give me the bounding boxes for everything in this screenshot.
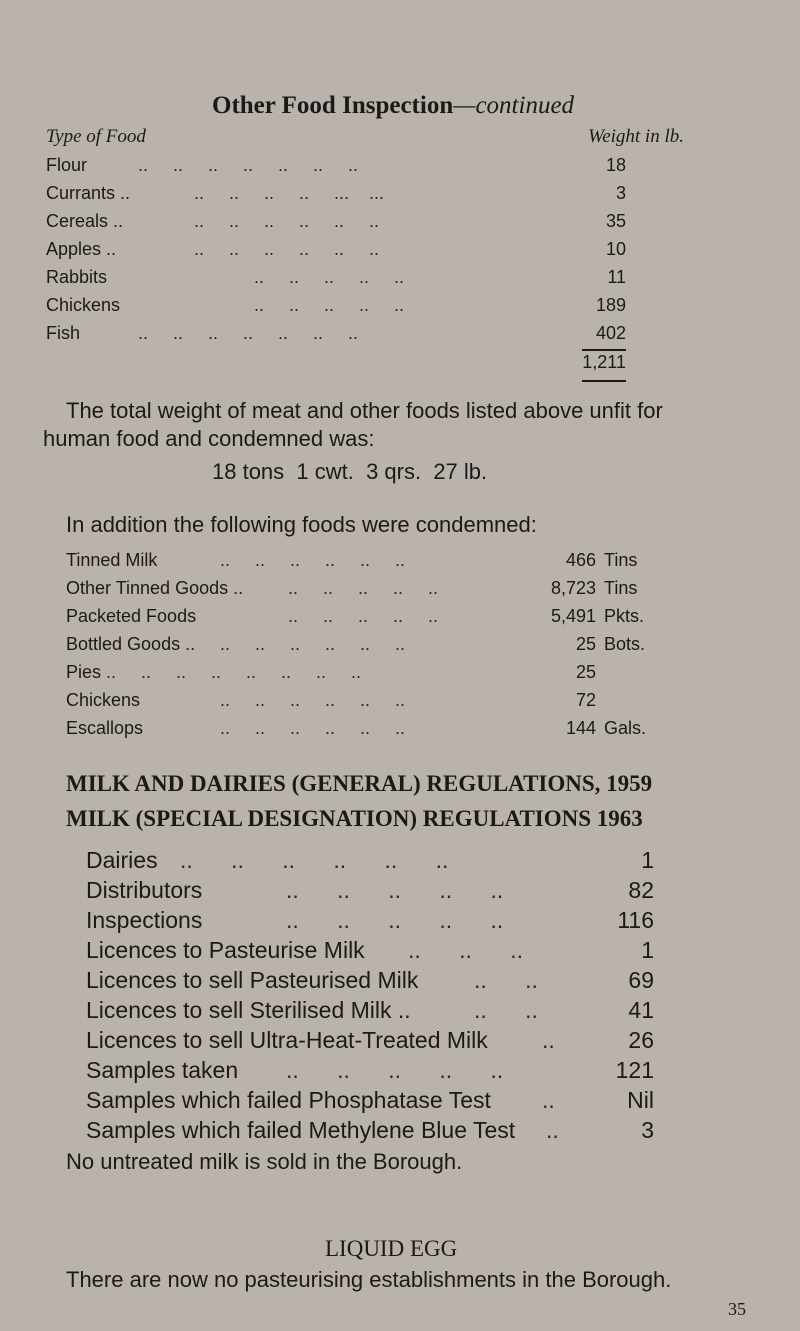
table-row xyxy=(86,997,656,1027)
row-value: 25 xyxy=(575,634,596,654)
row-value: 82 xyxy=(628,877,654,903)
total-value: 1,211 xyxy=(582,352,626,372)
table-row xyxy=(46,295,626,323)
leader-dots: .. .. .. .. .. .. xyxy=(220,550,406,570)
column-heading-weight: Weight in lb. xyxy=(588,126,684,147)
row-value: 189 xyxy=(595,295,626,315)
table-row xyxy=(86,1027,656,1057)
row-unit: Gals. xyxy=(604,718,647,738)
row-label: Currants .. xyxy=(46,183,131,203)
leader-dots: .. .. .. .. .. xyxy=(286,1057,504,1083)
row-value: 3 xyxy=(641,1117,654,1143)
table-row xyxy=(46,183,626,211)
row-value: 144 xyxy=(565,718,596,738)
table-row xyxy=(66,550,706,578)
leader-dots: .. .. .. .. .. .. xyxy=(220,690,406,710)
row-label: Licences to Pasteurise Milk xyxy=(86,937,365,963)
section-title-suffix: —continued xyxy=(453,92,575,119)
table-row xyxy=(86,877,656,907)
untreated-milk-note: No untreated milk is sold in the Borough. xyxy=(66,1149,463,1174)
row-unit: Pkts. xyxy=(604,606,645,626)
row-value: 25 xyxy=(575,662,596,682)
row-value: 402 xyxy=(595,323,626,343)
table-row xyxy=(46,239,626,267)
row-label: Samples taken xyxy=(86,1057,239,1083)
row-label: Distributors xyxy=(86,877,203,903)
row-value: 8,723 xyxy=(550,578,596,598)
row-unit: Bots. xyxy=(604,634,646,654)
table-row xyxy=(86,1087,656,1117)
liquid-egg-heading: LIQUID EGG xyxy=(325,1236,458,1261)
total-weight-amount: 18 tons 1 cwt. 3 qrs. 27 lb. xyxy=(212,459,488,484)
row-label: Licences to sell Pasteurised Milk xyxy=(86,967,419,993)
leader-dots: .. .. .. xyxy=(408,937,524,963)
row-label: Fish xyxy=(46,323,81,343)
leader-dots: .. .. .. .. .. xyxy=(254,267,405,287)
row-label: Escallops xyxy=(66,718,144,738)
leader-dots: .. xyxy=(546,1117,559,1143)
row-value: Nil xyxy=(627,1087,654,1113)
table-row xyxy=(46,267,626,295)
leader-dots: .. .. .. .. .. xyxy=(288,578,439,598)
row-label: Chickens xyxy=(46,295,121,315)
row-label: Licences to sell Ultra-Heat-Treated Milk xyxy=(86,1027,488,1053)
leader-dots: .. .. .. .. .. .. .. xyxy=(138,323,359,343)
row-value: 121 xyxy=(615,1057,654,1083)
table-row xyxy=(66,690,706,718)
row-label: Bottled Goods .. xyxy=(66,634,196,654)
row-value: 116 xyxy=(617,907,654,933)
total-rule-top xyxy=(582,349,626,351)
row-value: 1 xyxy=(641,847,654,873)
leader-dots: .. xyxy=(542,1087,555,1113)
page-number: 35 xyxy=(728,1299,746,1319)
milk-heading-special: MILK (SPECIAL DESIGNATION) REGULATIONS 1963 xyxy=(66,806,643,831)
section-title-main: Other Food Inspection xyxy=(212,92,454,119)
leader-dots: .. .. .. .. .. .. xyxy=(220,634,406,654)
total-row xyxy=(46,352,626,380)
leader-dots: .. .. .. .. .. xyxy=(254,295,405,315)
row-value: 35 xyxy=(605,211,626,231)
leader-dots: .. .. .. .. .. xyxy=(286,907,504,933)
milk-heading-general: MILK AND DAIRIES (GENERAL) REGULATIONS, 1959 xyxy=(66,771,653,796)
total-weight-line1: The total weight of meat and other foods listed above unfit for xyxy=(66,398,663,423)
row-label: Cereals .. xyxy=(46,211,124,231)
row-value: 41 xyxy=(628,997,654,1023)
table-row xyxy=(86,847,656,877)
table-row xyxy=(86,907,656,937)
liquid-egg-text: There are now no pasteurising establishments in the Borough. xyxy=(66,1267,672,1292)
row-value: 69 xyxy=(628,967,654,993)
row-label: Inspections xyxy=(86,907,203,933)
table-row xyxy=(66,634,706,662)
row-label: Chickens xyxy=(66,690,141,710)
row-value: 1 xyxy=(641,937,654,963)
table-row xyxy=(86,937,656,967)
table-row xyxy=(66,718,706,746)
leader-dots: .. .. xyxy=(474,967,538,993)
table-row xyxy=(46,211,626,239)
leader-dots: .. .. .. .. .. .. xyxy=(180,847,449,873)
row-value: 5,491 xyxy=(550,606,596,626)
leader-dots: .. .. .. .. .. xyxy=(288,606,439,626)
table-row xyxy=(46,323,626,351)
row-label: Pies xyxy=(66,662,102,682)
row-label: Samples which failed Methylene Blue Test xyxy=(86,1117,516,1143)
leader-dots: .. .. .. .. .. .. .. xyxy=(138,155,359,175)
leader-dots: .. xyxy=(542,1027,555,1053)
row-label: Tinned Milk xyxy=(66,550,158,570)
condemned-intro: In addition the following foods were condemned: xyxy=(66,512,537,537)
row-value: 3 xyxy=(615,183,626,203)
row-value: 10 xyxy=(605,239,626,259)
table-row xyxy=(66,578,706,606)
leader-dots: .. .. .. .. .. .. xyxy=(220,718,406,738)
row-unit: Tins xyxy=(604,550,638,570)
column-heading-food: Type of Food xyxy=(46,126,146,147)
row-value: 72 xyxy=(575,690,596,710)
row-label: Rabbits xyxy=(46,267,108,287)
total-rule-bottom xyxy=(582,380,626,382)
section-title xyxy=(212,92,574,120)
row-label: Dairies xyxy=(86,847,158,873)
table-row xyxy=(86,967,656,997)
total-weight-line2: human food and condemned was: xyxy=(43,426,375,451)
table-row xyxy=(86,1057,656,1087)
row-value: 18 xyxy=(605,155,626,175)
table-row xyxy=(46,155,626,183)
row-value: 466 xyxy=(565,550,596,570)
row-value: 11 xyxy=(607,267,626,287)
leader-dots: .. .. .. .. .. .. .. .. xyxy=(106,662,362,682)
leader-dots: .. .. xyxy=(474,997,538,1023)
row-value: 26 xyxy=(628,1027,654,1053)
row-label: Apples .. xyxy=(46,239,117,259)
table-row xyxy=(66,606,706,634)
row-label: Packeted Foods xyxy=(66,606,197,626)
leader-dots: .. .. .. .. .. .. xyxy=(194,239,380,259)
leader-dots: .. .. .. .. .. .. xyxy=(194,211,380,231)
table-row xyxy=(86,1117,656,1147)
row-label: Flour xyxy=(46,155,88,175)
row-label: Other Tinned Goods .. xyxy=(66,578,244,598)
row-unit: Tins xyxy=(604,578,638,598)
table-row xyxy=(66,662,706,690)
row-label: Samples which failed Phosphatase Test xyxy=(86,1087,491,1113)
row-label: Licences to sell Sterilised Milk .. xyxy=(86,997,411,1023)
leader-dots: .. .. .. .. .. xyxy=(286,877,504,903)
leader-dots: .. .. .. .. ... ... xyxy=(194,183,385,203)
